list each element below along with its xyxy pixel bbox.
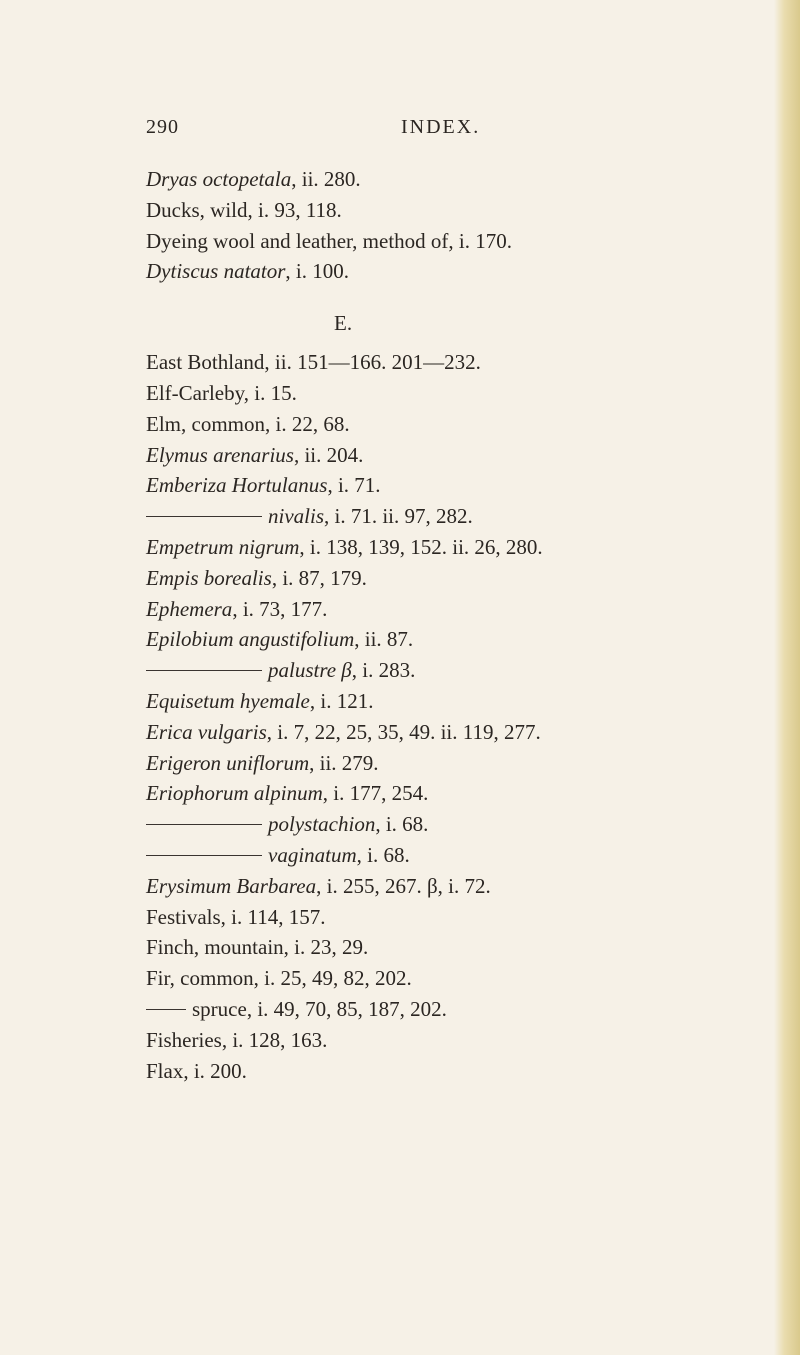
index-references: , i. 255, 267. β, i. 72. — [316, 873, 491, 898]
index-term: Dryas octopetala — [146, 167, 292, 191]
index-references: , ii. 151—166. 201—232. — [264, 350, 481, 375]
index-entry — [0, 501, 800, 532]
index-term: Epilobium angustifolium — [146, 627, 355, 652]
index-term: Ephemera — [146, 596, 233, 621]
index-references: , i. 121. — [309, 688, 374, 713]
index-term: vaginatum — [268, 842, 357, 867]
index-references: , ii. 87. — [354, 627, 414, 652]
index-references: , i. 87, 179. — [271, 565, 367, 590]
index-references: , i. 138, 139, 152. ii. 26, 280. — [299, 534, 543, 559]
index-references: , i. 114, 157. — [220, 904, 326, 929]
index-entry-text — [146, 871, 491, 902]
index-references: , i. 49, 70, 85, 187, 202. — [246, 996, 447, 1021]
index-entry-text — [146, 164, 361, 195]
index-entry — [0, 1056, 800, 1087]
index-entry — [0, 871, 800, 902]
index-entry — [0, 840, 800, 871]
index-term: Erigeron uniflorum — [146, 750, 310, 775]
index-term: Elf-Carleby — [146, 380, 244, 405]
index-references: , i. 128, 163. — [221, 1027, 328, 1052]
index-entry — [0, 994, 800, 1025]
index-term: Festivals — [146, 904, 221, 929]
index-entry — [0, 409, 800, 440]
ditto-dash — [146, 1009, 186, 1010]
index-references: , i. 177, 254. — [322, 781, 429, 806]
index-references: , i. 25, 49, 82, 202. — [253, 966, 412, 991]
index-term: Emberiza Hortulanus — [146, 473, 328, 498]
index-references: , i. 100. — [285, 259, 350, 284]
index-entry-text — [146, 655, 415, 686]
index-entry-text — [146, 195, 342, 226]
index-entry-text — [146, 840, 410, 871]
index-references: , i. 15. — [243, 380, 297, 405]
index-entry — [0, 378, 800, 409]
index-term: Empis borealis — [146, 565, 272, 590]
index-entry-text — [146, 994, 447, 1025]
index-term: Flax — [146, 1058, 184, 1083]
index-entry-text — [146, 256, 349, 287]
index-entry — [0, 809, 800, 840]
index-entries — [0, 164, 800, 1086]
index-references: , i. 22, 68. — [265, 411, 350, 436]
index-entry — [0, 655, 800, 686]
index-entry-text — [146, 748, 379, 779]
page-title: INDEX. — [401, 116, 481, 138]
index-term: spruce — [192, 996, 247, 1021]
index-references: , i. 68. — [356, 842, 410, 867]
index-entry-text — [146, 1025, 327, 1056]
index-references: , i. 93, 118. — [247, 197, 342, 222]
index-entry — [0, 470, 800, 501]
index-entry — [0, 164, 800, 195]
index-entry-text — [146, 378, 297, 409]
ditto-dash — [146, 824, 262, 825]
index-entry-text — [146, 226, 512, 257]
index-term: Elymus arenarius — [146, 442, 294, 467]
index-entry — [0, 226, 800, 257]
index-entry — [0, 347, 800, 378]
index-references: , i. 68. — [375, 812, 429, 837]
index-entry — [0, 624, 800, 655]
index-entry-text — [146, 902, 325, 933]
page-header — [146, 116, 586, 144]
index-references: , ii. 279. — [309, 750, 379, 775]
index-entry-text — [146, 963, 412, 994]
index-term: Elm, common — [146, 411, 265, 436]
index-references: , i. 71. — [327, 473, 381, 498]
index-entry — [0, 932, 800, 963]
index-entry-text — [146, 809, 428, 840]
index-entry-text — [146, 470, 381, 501]
index-entry — [0, 440, 800, 471]
ditto-dash — [146, 855, 262, 856]
index-entry — [0, 686, 800, 717]
index-term: Finch, mountain — [146, 935, 284, 960]
index-entry — [0, 532, 800, 563]
index-term: Dytiscus natator — [146, 259, 286, 284]
index-entry-text — [146, 717, 541, 748]
index-term: Eriophorum alpinum — [146, 781, 323, 806]
index-term: Ducks, wild — [146, 197, 248, 222]
index-term: Equisetum hyemale — [146, 688, 310, 713]
section-letter: E. — [334, 311, 353, 336]
index-term: Fisheries — [146, 1027, 222, 1052]
index-entry-text — [146, 624, 413, 655]
index-references: , i. 283. — [351, 658, 416, 683]
index-term: East Bothland — [146, 350, 265, 375]
index-entry-text — [146, 501, 473, 532]
index-entry-text — [146, 932, 368, 963]
index-term: nivalis — [268, 504, 324, 529]
index-entry-text — [146, 440, 363, 471]
index-references: , ii. 204. — [293, 442, 364, 467]
index-entry-text — [146, 532, 543, 563]
index-entry-text — [146, 409, 350, 440]
index-entry-text — [146, 594, 327, 625]
index-entry — [0, 563, 800, 594]
index-entry — [0, 902, 800, 933]
index-term: polystachion — [268, 812, 376, 837]
index-entry — [0, 594, 800, 625]
index-references: , i. 170. — [448, 228, 513, 253]
index-term: palustre β — [268, 658, 352, 683]
index-entry-text — [146, 686, 373, 717]
index-references: , i. 7, 22, 25, 35, 49. ii. 119, 277. — [266, 719, 541, 744]
index-entry — [0, 748, 800, 779]
page-number: 290 — [146, 116, 179, 138]
index-entry-text — [146, 347, 481, 378]
index-references: , i. 200. — [183, 1058, 247, 1083]
index-references: , i. 73, 177. — [232, 596, 328, 621]
index-references: , i. 71. ii. 97, 282. — [324, 504, 473, 529]
index-entry-text — [146, 778, 428, 809]
index-term: Erysimum Barbarea — [146, 873, 317, 898]
index-term: Erica vulgaris — [146, 719, 267, 744]
index-term: Fir, common — [146, 966, 254, 991]
index-entry — [0, 963, 800, 994]
index-term: Empetrum nigrum — [146, 534, 300, 559]
index-entry — [0, 778, 800, 809]
section-letter-row — [0, 287, 800, 347]
ditto-dash — [146, 670, 262, 671]
index-entry — [0, 195, 800, 226]
index-entry — [0, 1025, 800, 1056]
ditto-dash — [146, 516, 262, 517]
index-entry — [0, 256, 800, 287]
index-term: Dyeing wool and leather, method of — [146, 228, 449, 253]
index-entry — [0, 717, 800, 748]
index-references: , i. 23, 29. — [283, 935, 369, 960]
index-references: , ii. 280. — [291, 167, 361, 191]
index-entry-text — [146, 1056, 247, 1087]
index-entry-text — [146, 563, 367, 594]
